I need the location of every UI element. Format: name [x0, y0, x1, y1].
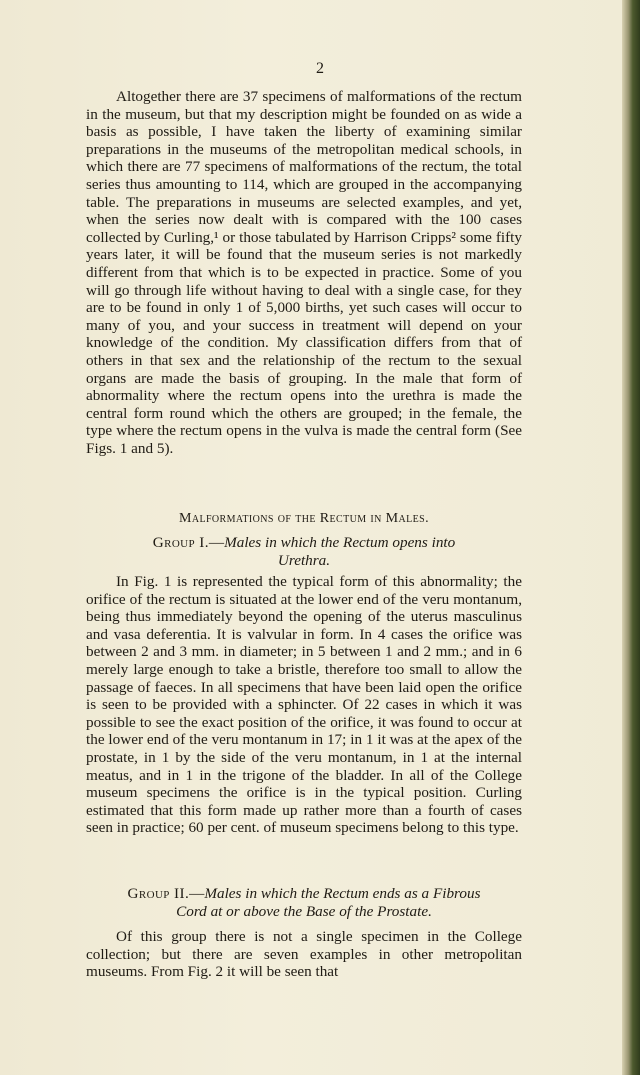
group-1-label: Group I.	[152, 534, 209, 551]
group-2-heading: Group II.—Males in which the Rectum ends as a Fibrous Cord at or above the Base of the Prostate.	[127, 885, 481, 920]
paragraph-group-1	[86, 573, 522, 837]
paragraph-text: Of this group there is not a single specimen in the College collection; but there are seven examples in other metropolitan museums. From Fig. 2 it will be seen that	[86, 928, 522, 981]
paragraph-text: In Fig. 1 is represented the typical form of this abnormality; the orifice of the rectum is situated at the lower end of the veru montanum, being thus immediately beyond the opening of the uterus masculinus and vasa deferentia. It is valvular in form. In 4 cases the orifice was between 2 and 3 mm. in diameter; in 5 between 1 and 2 mm.; and in 6 merely large enough to take a bristle, therefore too small to allow the passage of faeces. In all specimens that have been laid open the orifice is seen to be provided with a sphincter. Of 22 cases in which it was possible to see the exact position of the orifice, it was found to occur at the lower end of the veru montanum in 17; in 1 it was at the apex of the prostate, in 1 by the side of the veru montanum, in 1 at the internal meatus, and in 1 in the trigone of the bladder. In all of the College museum specimens the orifice is in the typical position. Curling estimated that this form made up rather more than a fourth of cases seen in practice; 60 per cent. of museum specimens belong to this type.	[86, 573, 522, 837]
section-heading-text: Malformations of the Rectum in Males.	[178, 511, 430, 526]
paragraph-intro	[86, 88, 522, 457]
group-2-title: Males in which the Rectum ends as a Fibrous	[204, 885, 481, 902]
section-heading	[86, 511, 522, 527]
paragraph-text: Altogether there are 37 specimens of malformations of the rectum in the museum, but that my description might be founded on as wide a basis as possible, I have taken the liberty of examining similar preparations in the museums of the metropolitan medical schools, in which there are 77 specimens of malformations of the rectum, the total series thus amounting to 114, which are grouped in the accompanying table. The preparations in museums are selected examples, and yet, when the series now dealt with is compared with the 100 cases collected by Curling,¹ or those tabulated by Harrison Cripps² some fifty years later, it will be found that the museum series is not markedly different from that which is to be expected in practice. Some of you will go through life without having to deal with a single case, for they are to be found in only 1 of 5,000 births, yet such cases will occur to many of you, and your success in treatment will depend on your knowledge of the condition. My classification differs from that of others in that sex and the relationship of the rectum to the sexual organs are made the basis of grouping. In the male that form of abnormality where the rectum opens into the urethra is made the central form round which the others are grouped; in the female, the type where the rectum opens in the vulva is made the central form (See Figs. 1 and 5).	[86, 88, 522, 457]
page-number: 2	[316, 60, 324, 77]
book-spine-edge	[622, 0, 640, 1075]
group-1-heading: Group I.—Males in which the Rectum opens into Urethra.	[152, 534, 456, 569]
group-2-label: Group II.	[127, 885, 190, 902]
group-1-title: Males in which the Rectum opens into	[224, 534, 456, 551]
paragraph-group-2	[86, 928, 522, 981]
group-1-title-line2: Urethra.	[277, 552, 331, 569]
group-2-title-line2: Cord at or above the Base of the Prostate.	[176, 903, 432, 920]
